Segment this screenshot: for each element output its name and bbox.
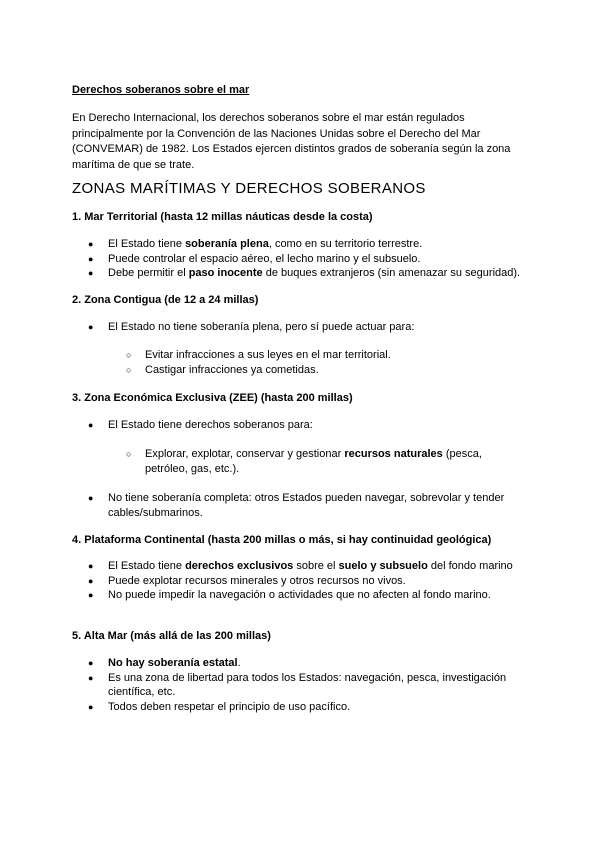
- section-3-list: [88, 418, 528, 433]
- bullet-icon: ●: [88, 493, 94, 503]
- section-4-list: [88, 559, 538, 603]
- list-item: ● Puede controlar el espacio aéreo, el lecho marino y el subsuelo.: [88, 252, 421, 265]
- bold-term: suelo y subsuelo: [338, 560, 428, 572]
- bullet-icon: ●: [88, 239, 94, 249]
- bold-term: No hay soberanía estatal: [108, 657, 238, 669]
- bullet-icon: ●: [88, 322, 94, 332]
- bullet-icon: ●: [88, 701, 94, 712]
- bullet-icon: ●: [88, 672, 94, 683]
- list-item: ● Debe permitir el paso inocente de buques extranjeros (sin amenazar su seguridad).: [88, 267, 521, 279]
- list-item: ● Es una zona de libertad para todos los Estados: navegación, pesca, investigación científica, etc.: [88, 671, 507, 698]
- section-2-sublist: [126, 348, 526, 377]
- section-3-title: 3. Zona Económica Exclusiva (ZEE) (hasta 200 millas): [72, 392, 353, 404]
- list-item: ● No hay soberanía estatal.: [88, 657, 241, 669]
- bold-term: derechos exclusivos: [185, 560, 294, 572]
- list-item: ● El Estado tiene soberanía plena, como en su territorio terrestre.: [88, 238, 423, 250]
- section-4-title: 4. Plataforma Continental (hasta 200 millas o más, si hay continuidad geológica): [72, 534, 492, 546]
- document-title: Derechos soberanos sobre el mar: [72, 84, 250, 96]
- bullet-icon: ●: [88, 253, 94, 264]
- section-5-list: [88, 656, 528, 714]
- section-1-title: 1. Mar Territorial (hasta 12 millas náuticas desde la costa): [72, 211, 373, 223]
- bullet-icon: ●: [88, 420, 94, 430]
- sub-bullet-icon: ○: [126, 364, 132, 375]
- bullet-icon: ●: [88, 590, 94, 600]
- sub-list-item: ○ Evitar infracciones a sus leyes en el mar territorial.: [126, 349, 391, 361]
- bullet-icon: ●: [88, 268, 94, 278]
- section-2-list: [88, 320, 528, 335]
- bullet-icon: ●: [88, 575, 94, 586]
- list-item: ● Todos deben respetar el principio de uso pacífico.: [88, 700, 351, 713]
- sub-bullet-icon: ○: [126, 350, 132, 360]
- section-3-sublist: [126, 447, 501, 476]
- bullet-icon: ●: [88, 658, 94, 668]
- list-item: ● Puede explotar recursos minerales y otros recursos no vivos.: [88, 574, 406, 587]
- bold-term: soberanía plena: [185, 238, 269, 250]
- section-2-title: 2. Zona Contigua (de 12 a 24 millas): [72, 294, 259, 306]
- list-item: ● No tiene soberanía completa: otros Estados pueden navegar, sobrevolar y tender cables/submarinos.: [88, 492, 505, 519]
- list-item: ● El Estado tiene derechos exclusivos sobre el suelo y subsuelo del fondo marino: [88, 560, 513, 572]
- list-item: ● El Estado tiene derechos soberanos para:: [88, 419, 313, 431]
- bold-term: recursos naturales: [344, 448, 443, 460]
- intro-paragraph: En Derecho Internacional, los derechos soberanos sobre el mar están regulados principalmente por la Convención de las Naciones Unidas sobre el Derecho del Mar (CONVEMAR) de 1982. Los Estados ejercen distintos grados de soberanía según la zona marítima de que se trate.: [72, 112, 511, 171]
- section-heading: ZONAS MARÍTIMAS Y DERECHOS SOBERANOS: [72, 180, 426, 197]
- section-1-list: [88, 237, 528, 281]
- sub-list-item: ○ Explorar, explotar, conservar y gestionar recursos naturales (pesca, petróleo, gas, etc.).: [126, 448, 482, 475]
- sub-list-item: ○ Castigar infracciones ya cometidas.: [126, 363, 319, 376]
- list-item: ● No puede impedir la navegación o actividades que no afecten al fondo marino.: [88, 589, 491, 601]
- list-item: ● El Estado no tiene soberanía plena, pero sí puede actuar para:: [88, 321, 415, 333]
- section-5-title: 5. Alta Mar (más allá de las 200 millas): [72, 630, 271, 642]
- sub-bullet-icon: ○: [126, 449, 132, 459]
- section-3-list-2: [88, 491, 508, 520]
- bold-term: paso inocente: [188, 267, 263, 279]
- bullet-icon: ●: [88, 561, 94, 571]
